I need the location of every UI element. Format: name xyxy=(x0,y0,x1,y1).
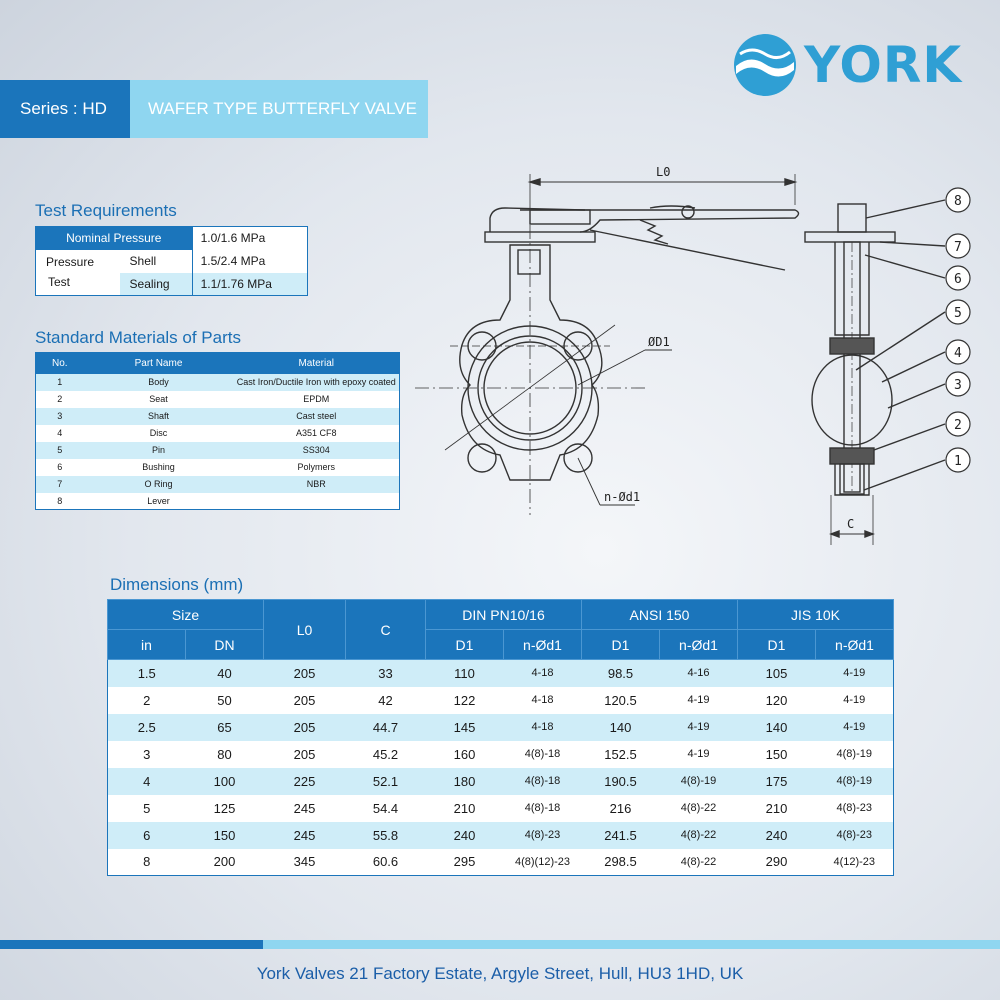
material-part-name: Body xyxy=(84,374,234,391)
dim-dn: 80 xyxy=(186,741,264,768)
dim-ansi-nd1: 4(8)-22 xyxy=(660,795,738,822)
dim-dn: 40 xyxy=(186,660,264,687)
dim-c: 52.1 xyxy=(346,768,426,795)
header-jis-nd1: n-Ød1 xyxy=(816,630,894,660)
dim-ansi-nd1: 4-16 xyxy=(660,660,738,687)
dim-ansi-nd1: 4-19 xyxy=(660,714,738,741)
d1-label: ØD1 xyxy=(648,335,670,349)
pressure-test-label xyxy=(36,250,120,296)
material-value: SS304 xyxy=(234,442,400,459)
test-requirements-title: Test Requirements xyxy=(35,201,177,220)
dim-ansi-d1: 241.5 xyxy=(582,822,660,849)
dim-jis-nd1: 4(8)-23 xyxy=(816,822,894,849)
dimensions-title: Dimensions (mm) xyxy=(110,575,244,594)
dim-ansi-d1: 120.5 xyxy=(582,687,660,714)
dim-in: 8 xyxy=(108,849,186,876)
test-requirements-table xyxy=(35,226,308,296)
callout-number: 7 xyxy=(954,240,962,255)
dim-jis-d1: 140 xyxy=(738,714,816,741)
product-title: WAFER TYPE BUTTERFLY VALVE xyxy=(130,80,428,138)
callout-number: 4 xyxy=(954,346,962,361)
dim-ansi-d1: 190.5 xyxy=(582,768,660,795)
header-size: Size xyxy=(108,600,264,630)
material-no: 7 xyxy=(36,476,84,493)
footer-accent-light xyxy=(263,940,1000,949)
dim-c: 55.8 xyxy=(346,822,426,849)
material-value: Cast steel xyxy=(234,408,400,425)
header-din-nd1: n-Ød1 xyxy=(504,630,582,660)
material-part-name: Lever xyxy=(84,493,234,510)
materials-row xyxy=(36,425,400,442)
dimensions-row xyxy=(108,741,894,768)
dim-jis-nd1: 4(12)-23 xyxy=(816,849,894,876)
dim-din-d1: 240 xyxy=(426,822,504,849)
dim-c: 33 xyxy=(346,660,426,687)
header-ansi-d1: D1 xyxy=(582,630,660,660)
dimensions-row xyxy=(108,687,894,714)
header-din: DIN PN10/16 xyxy=(426,600,582,630)
materials-row xyxy=(36,408,400,425)
material-value xyxy=(234,493,400,510)
materials-row xyxy=(36,391,400,408)
dim-jis-d1: 210 xyxy=(738,795,816,822)
valve-technical-drawing xyxy=(410,160,990,555)
callout-number: 5 xyxy=(954,306,962,321)
dim-din-d1: 122 xyxy=(426,687,504,714)
dim-din-d1: 210 xyxy=(426,795,504,822)
nominal-pressure-value: 1.0/1.6 MPa xyxy=(192,227,307,250)
dim-ansi-nd1: 4(8)-22 xyxy=(660,849,738,876)
dim-din-d1: 145 xyxy=(426,714,504,741)
material-part-name: Pin xyxy=(84,442,234,459)
dim-l0: 205 xyxy=(264,660,346,687)
logo-text: YORK xyxy=(804,36,963,94)
dim-jis-nd1: 4(8)-23 xyxy=(816,795,894,822)
material-no: 4 xyxy=(36,425,84,442)
dim-jis-nd1: 4(8)-19 xyxy=(816,741,894,768)
dim-l0: 225 xyxy=(264,768,346,795)
dim-jis-nd1: 4(8)-19 xyxy=(816,768,894,795)
material-no: 6 xyxy=(36,459,84,476)
dimensions-row xyxy=(108,795,894,822)
sealing-value: 1.1/1.76 MPa xyxy=(192,273,307,296)
header-jis: JIS 10K xyxy=(738,600,894,630)
materials-row xyxy=(36,374,400,391)
dim-ansi-nd1: 4(8)-19 xyxy=(660,768,738,795)
pressure-label: Pressure xyxy=(46,255,95,270)
dim-l0: 245 xyxy=(264,822,346,849)
dim-ansi-d1: 298.5 xyxy=(582,849,660,876)
footer-address: York Valves 21 Factory Estate, Argyle Street, Hull, HU3 1HD, UK xyxy=(256,964,744,983)
material-no: 5 xyxy=(36,442,84,459)
dim-l0: 245 xyxy=(264,795,346,822)
material-part-name: O Ring xyxy=(84,476,234,493)
dim-din-nd1: 4-18 xyxy=(504,687,582,714)
york-logo xyxy=(732,30,972,100)
wave-logo-icon xyxy=(732,32,798,98)
header-jis-d1: D1 xyxy=(738,630,816,660)
dim-din-d1: 160 xyxy=(426,741,504,768)
dim-ansi-d1: 152.5 xyxy=(582,741,660,768)
dim-din-nd1: 4-18 xyxy=(504,714,582,741)
header-c: C xyxy=(346,600,426,660)
header-ansi-nd1: n-Ød1 xyxy=(660,630,738,660)
material-no: 3 xyxy=(36,408,84,425)
dim-l0: 345 xyxy=(264,849,346,876)
dim-din-nd1: 4-18 xyxy=(504,660,582,687)
material-value: A351 CF8 xyxy=(234,425,400,442)
col-material: Material xyxy=(234,353,400,374)
dim-in: 1.5 xyxy=(108,660,186,687)
dim-l0: 205 xyxy=(264,687,346,714)
material-part-name: Disc xyxy=(84,425,234,442)
test-label: Test xyxy=(48,275,71,290)
dim-jis-nd1: 4-19 xyxy=(816,687,894,714)
dim-dn: 125 xyxy=(186,795,264,822)
nominal-pressure-label: Nominal Pressure xyxy=(36,227,193,250)
dim-dn: 200 xyxy=(186,849,264,876)
dim-din-nd1: 4(8)-18 xyxy=(504,741,582,768)
shell-label: Shell xyxy=(120,250,193,273)
dim-din-d1: 180 xyxy=(426,768,504,795)
dimensions-row xyxy=(108,822,894,849)
dim-ansi-d1: 98.5 xyxy=(582,660,660,687)
dim-c: 54.4 xyxy=(346,795,426,822)
dim-in: 6 xyxy=(108,822,186,849)
dim-l0: 205 xyxy=(264,741,346,768)
series-header xyxy=(0,80,428,138)
material-value: NBR xyxy=(234,476,400,493)
header-l0: L0 xyxy=(264,600,346,660)
shell-value: 1.5/2.4 MPa xyxy=(192,250,307,273)
materials-row xyxy=(36,493,400,510)
dim-ansi-nd1: 4(8)-22 xyxy=(660,822,738,849)
callout-number: 3 xyxy=(954,378,962,393)
header-ansi: ANSI 150 xyxy=(582,600,738,630)
materials-row xyxy=(36,476,400,493)
dim-l0: 205 xyxy=(264,714,346,741)
material-part-name: Bushing xyxy=(84,459,234,476)
dim-jis-d1: 290 xyxy=(738,849,816,876)
dim-din-d1: 110 xyxy=(426,660,504,687)
material-part-name: Seat xyxy=(84,391,234,408)
dim-dn: 100 xyxy=(186,768,264,795)
dimensions-row xyxy=(108,714,894,741)
material-value: Cast Iron/Ductile Iron with epoxy coated xyxy=(234,374,400,391)
dim-din-nd1: 4(8)(12)-23 xyxy=(504,849,582,876)
materials-row xyxy=(36,442,400,459)
header-dn: DN xyxy=(186,630,264,660)
dim-din-nd1: 4(8)-18 xyxy=(504,768,582,795)
header-in: in xyxy=(108,630,186,660)
dim-ansi-d1: 216 xyxy=(582,795,660,822)
dim-dn: 50 xyxy=(186,687,264,714)
dim-ansi-d1: 140 xyxy=(582,714,660,741)
dim-jis-nd1: 4-19 xyxy=(816,714,894,741)
dim-din-d1: 295 xyxy=(426,849,504,876)
col-no: No. xyxy=(36,353,84,374)
materials-table xyxy=(35,352,400,510)
dim-c: 44.7 xyxy=(346,714,426,741)
dim-in: 4 xyxy=(108,768,186,795)
dim-in: 2 xyxy=(108,687,186,714)
dim-jis-d1: 240 xyxy=(738,822,816,849)
material-no: 8 xyxy=(36,493,84,510)
material-value: Polymers xyxy=(234,459,400,476)
callout-number: 1 xyxy=(954,454,962,469)
callout-number: 2 xyxy=(954,418,962,433)
dim-in: 5 xyxy=(108,795,186,822)
dim-c: 60.6 xyxy=(346,849,426,876)
dimensions-table xyxy=(107,599,894,876)
dim-ansi-nd1: 4-19 xyxy=(660,741,738,768)
l0-label: L0 xyxy=(656,165,671,179)
sealing-label: Sealing xyxy=(120,273,193,296)
dim-c: 42 xyxy=(346,687,426,714)
material-no: 2 xyxy=(36,391,84,408)
callout-number: 6 xyxy=(954,272,962,287)
c-label: C xyxy=(847,517,855,531)
materials-title: Standard Materials of Parts xyxy=(35,328,241,347)
dim-jis-d1: 150 xyxy=(738,741,816,768)
dim-ansi-nd1: 4-19 xyxy=(660,687,738,714)
header-din-d1: D1 xyxy=(426,630,504,660)
dimensions-row xyxy=(108,849,894,876)
dimensions-row xyxy=(108,768,894,795)
series-label: Series : HD xyxy=(0,80,130,138)
callout-number: 8 xyxy=(954,194,962,209)
dim-dn: 65 xyxy=(186,714,264,741)
material-no: 1 xyxy=(36,374,84,391)
dim-jis-d1: 120 xyxy=(738,687,816,714)
dim-in: 2.5 xyxy=(108,714,186,741)
dim-din-nd1: 4(8)-23 xyxy=(504,822,582,849)
dim-c: 45.2 xyxy=(346,741,426,768)
col-part-name: Part Name xyxy=(84,353,234,374)
dimensions-row xyxy=(108,660,894,687)
dim-din-nd1: 4(8)-18 xyxy=(504,795,582,822)
dim-jis-nd1: 4-19 xyxy=(816,660,894,687)
material-value: EPDM xyxy=(234,391,400,408)
material-part-name: Shaft xyxy=(84,408,234,425)
dim-jis-d1: 175 xyxy=(738,768,816,795)
dim-in: 3 xyxy=(108,741,186,768)
dim-dn: 150 xyxy=(186,822,264,849)
nd1-label: n-Ød1 xyxy=(604,490,641,504)
footer-accent-dark xyxy=(0,940,263,949)
dim-jis-d1: 105 xyxy=(738,660,816,687)
materials-row xyxy=(36,459,400,476)
